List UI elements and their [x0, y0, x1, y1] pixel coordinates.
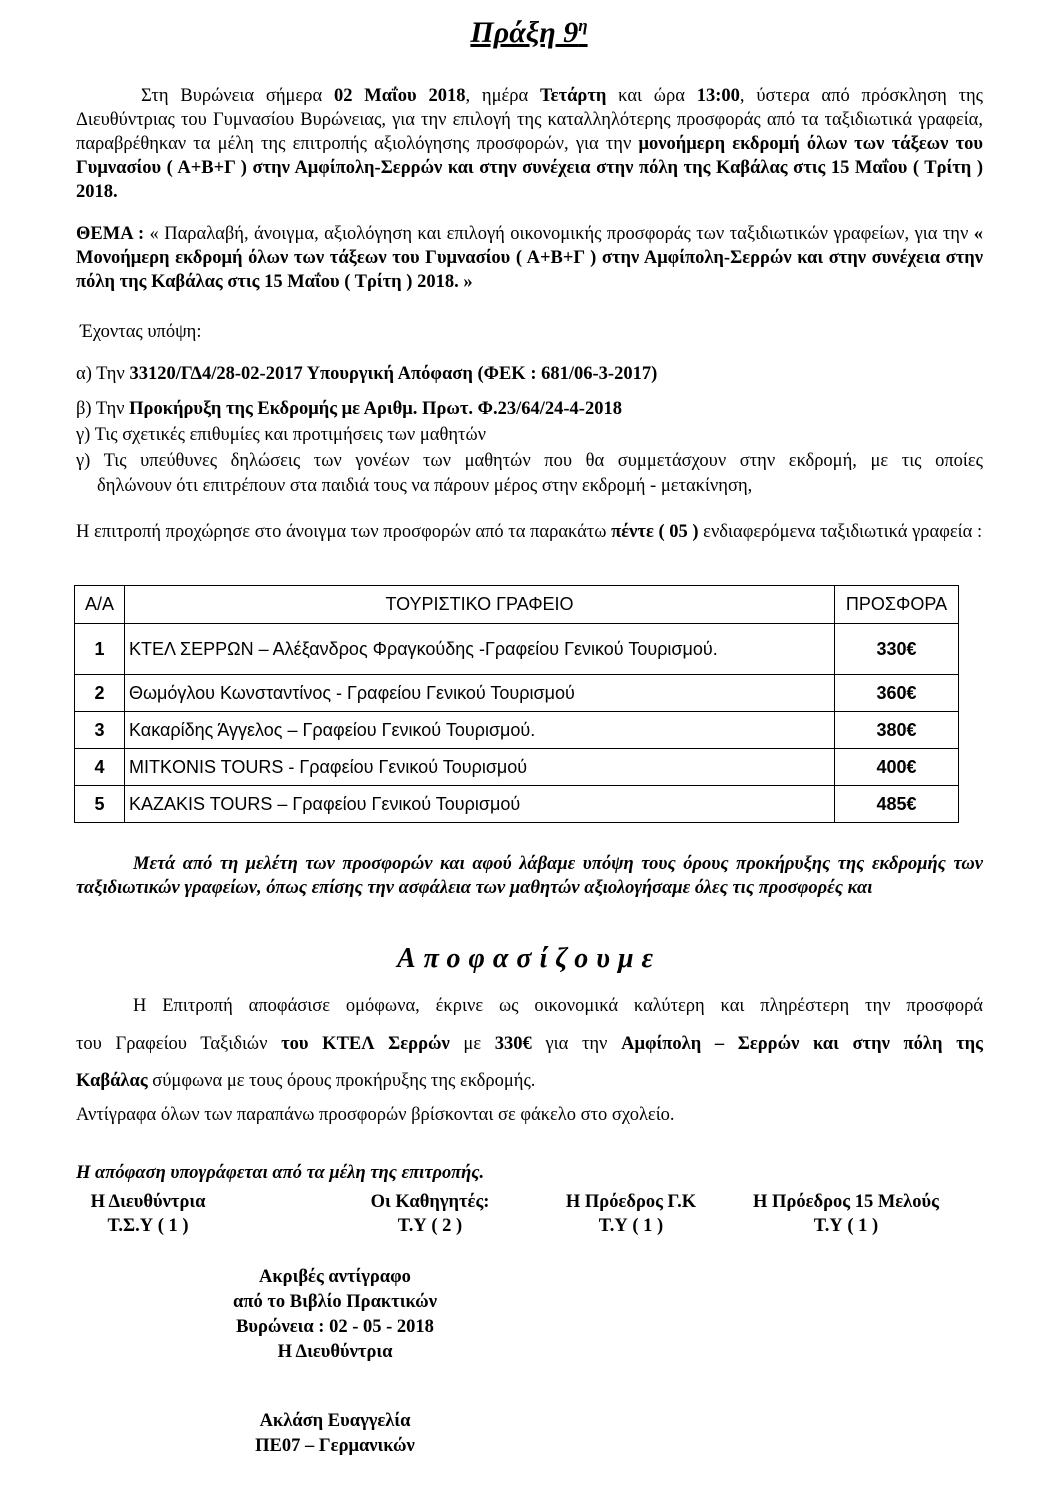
- ministerial-decision: 33120/ΓΔ4/28-02-2017 Υπουργική Απόφαση (ΦΕΚ : 681/06-3-2017): [129, 364, 658, 384]
- certified-copy-source: από το Βιβλίο Πρακτικών: [233, 1292, 437, 1312]
- item-b: β) Την Προκήρυξη της Εκδρομής με Αριθμ. Πρωτ. Φ.23/64/24-4-2018: [76, 399, 622, 419]
- table-header-row: [75, 586, 959, 624]
- page-title: [0, 16, 1058, 50]
- offer-price: 485€: [835, 786, 959, 823]
- row-number: 3: [75, 712, 125, 749]
- header-aa: Α/Α: [75, 586, 125, 624]
- table-row: [75, 749, 959, 786]
- signature-code: Τ.Σ.Υ ( 1 ): [107, 1216, 189, 1236]
- row-number: 1: [75, 624, 125, 675]
- evaluation-paragraph: Μετά από τη μελέτη των προσφορών και αφού λάβαμε υπόψη τους όρους προκήρυξης της εκδρομής των ταξιδιωτικών γραφείων, όπως επίσης την ασφάλεια των μαθητών αξιολογήσαμε όλες τις προσφορές και: [76, 854, 983, 898]
- title-text: Πράξη 9: [470, 16, 579, 49]
- destination-kavala: Καβάλας: [76, 1071, 148, 1091]
- selected-price: 330€: [494, 1034, 532, 1054]
- principal-title: ΠΕ07 – Γερμανικών: [255, 1436, 415, 1456]
- row-number: 4: [75, 749, 125, 786]
- destination: Αμφίπολη – Σερρών και στην πόλη της: [621, 1034, 983, 1054]
- signature-code: Τ.Υ ( 1 ): [598, 1216, 664, 1236]
- decision-line3: Καβάλας σύμφωνα με τους όρους προκήρυξης της εκδρομής.: [76, 1071, 536, 1091]
- signature-role: Οι Καθηγητές:: [370, 1192, 490, 1212]
- signature-role: Η Πρόεδρος Γ.Κ: [565, 1192, 697, 1212]
- meeting-date: 02 Μαΐου 2018: [333, 86, 466, 106]
- meeting-day: Τετάρτη: [540, 86, 607, 106]
- item-d-line1: γ) Τις υπεύθυνες δηλώσεις των γονέων των μαθητών που θα συμμετάσχουν στην εκδρομή, με τις οποίες: [76, 451, 983, 471]
- offer-price: 330€: [835, 624, 959, 675]
- committee-paragraph: Η επιτροπή προχώρησε στο άνοιγμα των προσφορών από τα παρακάτω πέντε ( 05 ) ενδιαφερόμενα ταξιδιωτικά γραφεία :: [76, 522, 983, 542]
- title-superscript: η: [578, 16, 588, 35]
- subject-trip: « Μονοήμερη εκδρομή όλων των τάξεων του Γυμνασίου ( Α+Β+Γ ) στην Αμφίπολη-Σερρών και στην συνέχεια στην πόλη της Καβάλας στις 15 Μαΐου ( Τρίτη ) 2018. »: [76, 224, 983, 292]
- signature-president-gk: [550, 1190, 712, 1238]
- header-offer: ΠΡΟΣΦΟΡΑ: [835, 586, 959, 624]
- signature-role: Η Πρόεδρος 15 Μελούς: [753, 1192, 939, 1212]
- table-row: [75, 786, 959, 823]
- selected-agency: του ΚΤΕΛ Σερρών: [281, 1034, 450, 1054]
- meeting-time: 13:00: [696, 86, 740, 106]
- certified-copy-title: Ακριβές αντίγραφο: [259, 1267, 411, 1287]
- agency-name: ΚΤΕΛ ΣΕΡΡΩΝ – Αλέξανδρος Φραγκούδης -Γραφείου Γενικού Τουρισμού.: [125, 624, 835, 675]
- principal-block: [200, 1409, 470, 1459]
- row-number: 2: [75, 675, 125, 712]
- offer-price: 400€: [835, 749, 959, 786]
- offers-table: [74, 585, 959, 823]
- table-row: [75, 624, 959, 675]
- signature-role: Η Διευθύντρια: [90, 1192, 206, 1212]
- signature-teachers: [360, 1190, 500, 1238]
- offers-count: πέντε ( 05 ): [611, 522, 699, 542]
- header-agency: ΤΟΥΡΙΣΤΙΚΟ ΓΡΑΦΕΙΟ: [125, 586, 835, 624]
- trip-announcement: Προκήρυξη της Εκδρομής με Αριθμ. Πρωτ. Φ.23/64/24-4-2018: [129, 399, 622, 419]
- offer-price: 360€: [835, 675, 959, 712]
- agency-name: Κακαρίδης Άγγελος – Γραφείου Γενικού Τουρισμού.: [125, 712, 835, 749]
- certified-copy-block: [200, 1265, 470, 1365]
- table-row: [75, 712, 959, 749]
- subject-label: ΘΕΜΑ :: [76, 224, 145, 244]
- item-d-line2: δηλώνουν ότι επιτρέπουν στα παιδιά τους να πάρουν μέρος στην εκδρομή - μετακίνηση,: [97, 476, 753, 496]
- signature-code: Τ.Υ ( 1 ): [813, 1216, 879, 1236]
- signed-by-note: Η απόφαση υπογράφεται από τα μέλη της επιτροπής.: [76, 1163, 485, 1183]
- decision-heading: Αποφασίζουμε: [396, 943, 662, 974]
- intro-paragraph: Στη Βυρώνεια σήμερα 02 Μαΐου 2018, ημέρα Τετάρτη και ώρα 13:00, ύστερα από πρόσκληση της Διευθύντριας του Γυμνασίου Βυρώνειας, για την επιλογή της καταλληλότερης προσφοράς από τα ταξιδιωτικά γραφεία, παραβρέθηκαν τα μέλη της επιτροπής αξιολόγησης προσφορών, για την μονοήμερη εκδρομή όλων των τάξεων του Γυμνασίου ( Α+Β+Γ ) στην Αμφίπολη-Σερρών και στην συνέχεια στην πόλη της Καβάλας στις 15 Μαΐου ( Τρίτη ) 2018.: [76, 86, 984, 202]
- certified-copy-date: Βυρώνεια : 02 - 05 - 2018: [236, 1317, 434, 1337]
- decision-line1: Η Επιτροπή αποφάσισε ομόφωνα, έκρινε ως οικονομικά καλύτερη και πληρέστερη την προσφορά: [133, 996, 983, 1016]
- considering-label: Έχοντας υπόψη:: [80, 322, 202, 342]
- row-number: 5: [75, 786, 125, 823]
- subject-paragraph: ΘΕΜΑ : « Παραλαβή, άνοιγμα, αξιολόγηση και επιλογή οικονομικής προσφοράς των ταξιδιωτικών γραφείων, για την « Μονοήμερη εκδρομή όλων των τάξεων του Γυμνασίου ( Α+Β+Γ ) στην Αμφίπολη-Σερρών και στην συνέχεια στην πόλη της Καβάλας στις 15 Μαΐου ( Τρίτη ) 2018. »: [76, 224, 983, 292]
- trip-description: μονοήμερη εκδρομή όλων των τάξεων του Γυμνασίου ( Α+Β+Γ ) στην Αμφίπολη-Σερρών και στην συνέχεια στην πόλη της Καβάλας στις 15 Μαΐου ( Τρίτη ) 2018.: [76, 134, 983, 202]
- principal-name: Ακλάση Ευαγγελία: [259, 1411, 411, 1431]
- table-row: [75, 675, 959, 712]
- signature-principal: [80, 1190, 216, 1238]
- agency-name: KAZAKIS TOURS – Γραφείου Γενικού Τουρισμού: [125, 786, 835, 823]
- agency-name: MITKONIS TOURS - Γραφείου Γενικού Τουρισμού: [125, 749, 835, 786]
- item-a: α) Την 33120/ΓΔ4/28-02-2017 Υπουργική Απόφαση (ΦΕΚ : 681/06-3-2017): [76, 364, 658, 384]
- signature-president-15: [736, 1190, 956, 1238]
- agency-name: Θωμόγλου Κωνσταντίνος - Γραφείου Γενικού Τουρισμού: [125, 675, 835, 712]
- decision-line4: Αντίγραφα όλων των παραπάνω προσφορών βρίσκονται σε φάκελο στο σχολείο.: [76, 1105, 675, 1125]
- decision-line2: του Γραφείου Ταξιδιών του ΚΤΕΛ Σερρών με 330€ για την Αμφίπολη – Σερρών και στην πόλη της: [76, 1034, 983, 1054]
- signature-code: Τ.Υ ( 2 ): [397, 1216, 463, 1236]
- certified-copy-signer: Η Διευθύντρια: [277, 1342, 393, 1362]
- offer-price: 380€: [835, 712, 959, 749]
- item-c: γ) Τις σχετικές επιθυμίες και προτιμήσεις των μαθητών: [76, 425, 487, 445]
